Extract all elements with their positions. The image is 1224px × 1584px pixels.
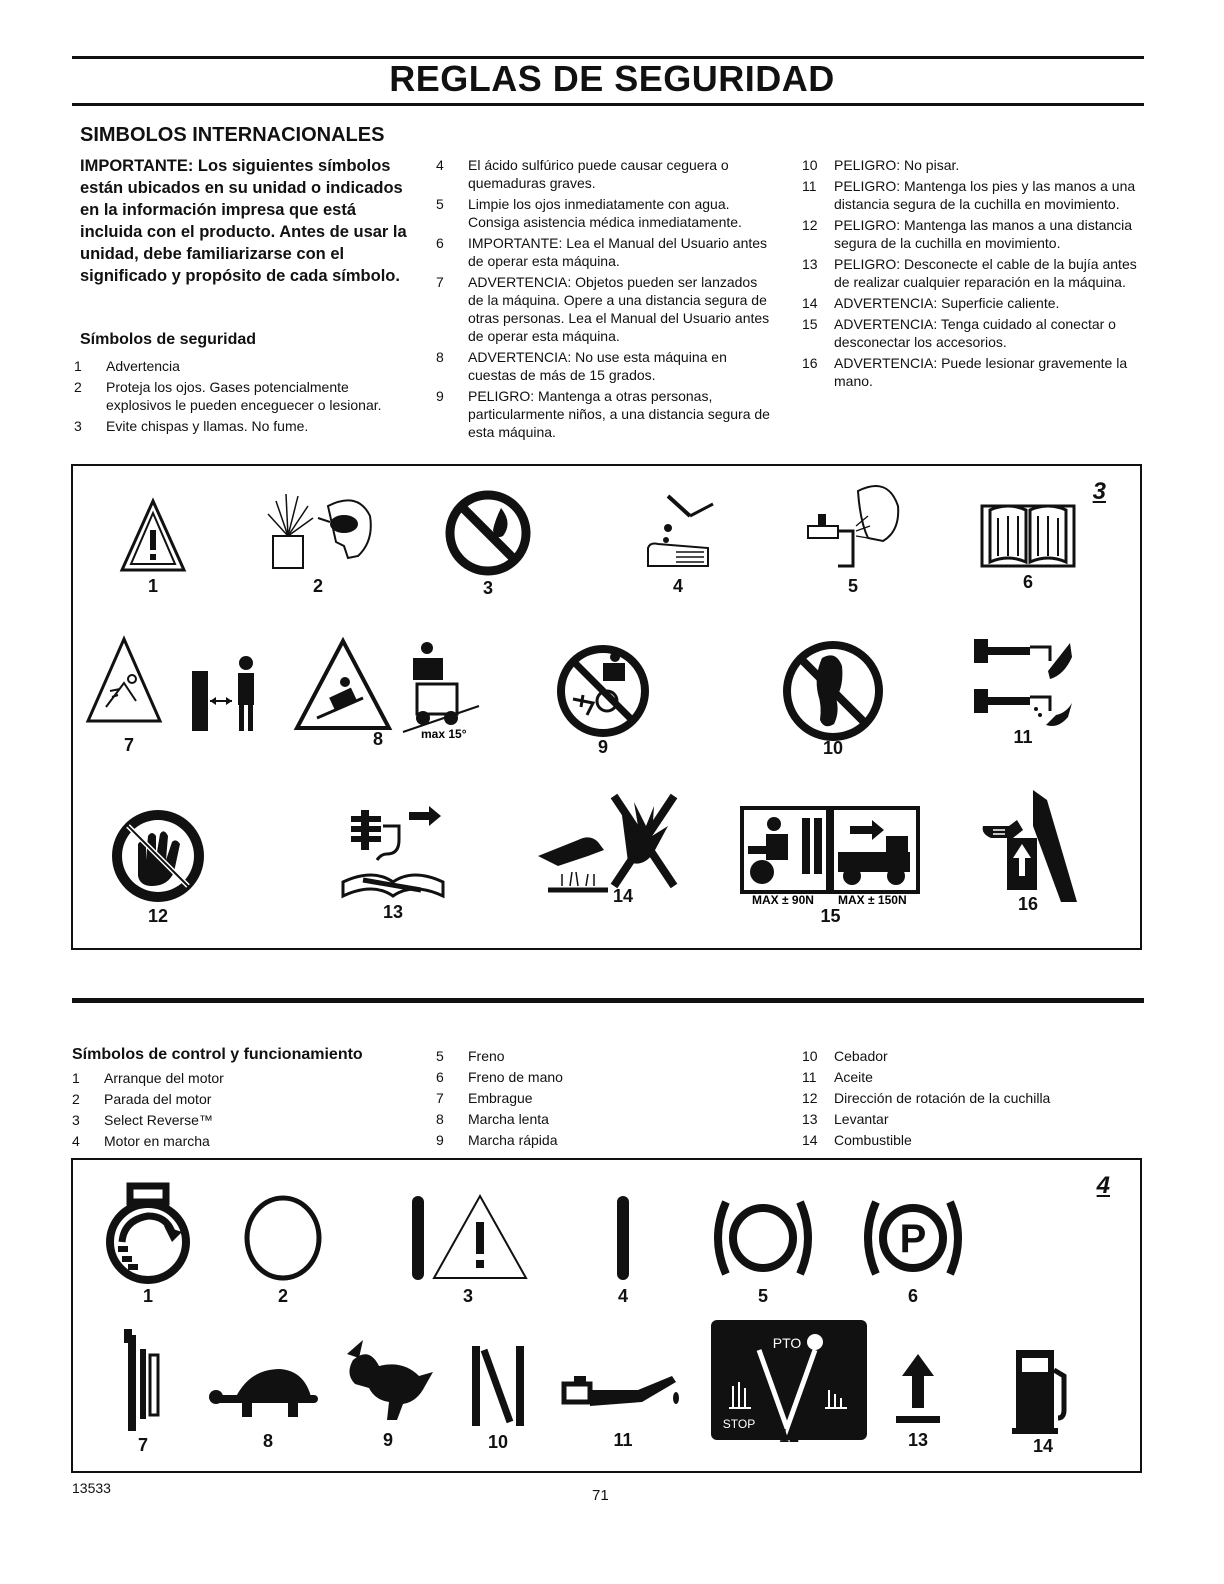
engine-run-icon: [603, 1190, 643, 1286]
slope-warning-icon: [293, 636, 483, 741]
blade-feet-hands-icon: [968, 631, 1078, 741]
max-90n-label: MAX ± 90N: [751, 893, 814, 906]
slow-turtle-icon: [208, 1355, 328, 1431]
safety-symbol: 13: [328, 796, 458, 923]
list-item: 12 Dirección de rotación de la cuchilla: [802, 1090, 1051, 1106]
max-150n-label: MAX ± 150N: [837, 893, 907, 906]
safety-symbol: 3: [433, 488, 543, 599]
control-symbol: 2: [233, 1190, 333, 1307]
safety-symbol: 16: [968, 786, 1088, 915]
list-item: 1 Advertencia: [74, 358, 180, 374]
engine-stop-icon: [238, 1190, 328, 1286]
fast-rabbit-icon: [333, 1330, 443, 1430]
hand-crush-icon: [973, 786, 1083, 906]
eye-protection-explosion-icon: [258, 486, 378, 576]
safety-list-col1: [74, 357, 414, 438]
section-divider: [72, 998, 1144, 1003]
safety-symbol: 5: [793, 476, 913, 597]
safety-symbols-heading: Símbolos de seguridad: [80, 331, 257, 348]
list-item: 6 IMPORTANTE: Lea el Manual del Usuario antes de operar esta máquina.: [436, 235, 768, 269]
control-symbol: 13: [873, 1350, 963, 1451]
important-notice: IMPORTANTE: Los siguientes símbolos están ubicados en su unidad o indicados en la información impresa que está incluida con el producto. Antes de usar la unidad, debe familiarizarse con el significado y propósito de cada símbolo.: [80, 157, 407, 285]
figure-number: 3: [1092, 478, 1106, 505]
parking-p-label: P: [899, 1217, 927, 1261]
parking-brake-icon: [858, 1190, 968, 1286]
safety-symbol: 4: [623, 486, 733, 597]
warning-triangle-icon: [118, 496, 188, 576]
control-list-col2: [436, 1047, 766, 1152]
list-item: 2 Parada del motor: [72, 1091, 212, 1107]
control-symbol: 1: [93, 1182, 203, 1307]
page-number: 71: [592, 1487, 609, 1504]
list-item: 7 ADVERTENCIA: Objetos pueden ser lanzados de la máquina. Opere a una distancia segura de otras personas. Lea el Manual del Usuario antes de operar esta máquina.: [436, 274, 770, 344]
control-symbol: 10: [458, 1340, 538, 1453]
list-item: 14 Combustible: [802, 1132, 912, 1148]
slope-max-label: max 15°: [421, 727, 467, 741]
control-symbol: 14: [998, 1340, 1088, 1457]
keep-children-away-icon: [553, 641, 653, 741]
no-step-icon: [778, 636, 888, 746]
list-item: 3 Evite chispas y llamas. No fume.: [74, 418, 309, 434]
control-symbols-figure: [71, 1158, 1142, 1473]
control-symbol: P 6: [853, 1190, 973, 1307]
oil-can-icon: [558, 1350, 688, 1430]
page-title: REGLAS DE SEGURIDAD: [389, 58, 835, 99]
list-item: 5 Freno: [436, 1048, 505, 1064]
safety-symbol: 2: [253, 486, 383, 597]
list-item: 5 Limpie los ojos inmediatamente con agua. Consiga asistencia médica inmediatamente.: [436, 196, 742, 230]
list-item: 7 Embrague: [436, 1090, 533, 1106]
control-list-col3: [802, 1047, 1144, 1152]
document-code: 13533: [72, 1480, 111, 1496]
list-item: 15 ADVERTENCIA: Tenga cuidado al conectar o desconectar los accesorios.: [802, 316, 1116, 350]
control-symbol: PTO STOP 12: [709, 1320, 869, 1447]
select-reverse-icon: [398, 1190, 538, 1286]
eye-wash-icon: [798, 476, 908, 576]
list-item: 8 Marcha lenta: [436, 1111, 549, 1127]
control-symbols-heading: Símbolos de control y funcionamiento: [72, 1046, 363, 1063]
control-symbol: 3: [393, 1190, 543, 1307]
control-symbol: 9: [328, 1330, 448, 1451]
list-item: 6 Freno de mano: [436, 1069, 563, 1085]
list-item: 1 Arranque del motor: [72, 1070, 224, 1086]
list-item: 2 Proteja los ojos. Gases potencialmente explosivos le pueden enceguecer o lesionar.: [74, 379, 382, 413]
safety-symbol: max 15° 8: [288, 636, 488, 750]
control-symbol: 4: [583, 1190, 663, 1307]
safety-symbols-figure: [71, 464, 1142, 950]
control-symbol: 8: [203, 1355, 333, 1452]
fuel-pump-icon: [1008, 1340, 1078, 1436]
safety-symbol: 14: [523, 786, 683, 907]
lift-arrow-icon: [888, 1350, 948, 1430]
list-item: 16 ADVERTENCIA: Puede lesionar gravemente la mano.: [802, 355, 1128, 389]
list-item: 12 PELIGRO: Mantenga las manos a una distancia segura de la cuchilla en movimiento.: [802, 217, 1133, 251]
safety-list-col3: [802, 156, 1144, 393]
safety-symbol: 11: [963, 631, 1083, 748]
choke-icon: [468, 1340, 528, 1432]
list-item: 10 PELIGRO: No pisar.: [802, 157, 960, 173]
no-hands-blade-icon: [108, 806, 208, 906]
list-item: 13 PELIGRO: Desconecte el cable de la bujía antes de realizar cualquier reparación en la máquina.: [802, 256, 1137, 290]
list-item: 14 ADVERTENCIA: Superficie caliente.: [802, 295, 1060, 311]
engine-start-icon: [98, 1182, 198, 1286]
list-item: 8 ADVERTENCIA: No use esta máquina en cuestas de más de 15 grados.: [436, 349, 727, 383]
no-flame-icon: [443, 488, 533, 578]
clutch-icon: [118, 1325, 168, 1435]
safety-symbol: 6: [973, 496, 1083, 593]
pto-label: PTO: [772, 1335, 802, 1351]
control-symbol: 5: [703, 1190, 823, 1307]
brake-icon: [708, 1190, 818, 1286]
list-item: 10 Cebador: [802, 1048, 888, 1064]
read-manual-icon: [978, 496, 1078, 572]
acid-burn-icon: [628, 486, 728, 576]
list-item: 4 El ácido sulfúrico puede causar ceguera o quemaduras graves.: [436, 157, 729, 191]
control-symbol: 11: [553, 1350, 693, 1451]
safety-symbol: 1: [103, 496, 203, 597]
list-item: 11 Aceite: [802, 1069, 873, 1085]
control-symbol: 7: [103, 1325, 183, 1456]
title-underline: [72, 103, 1144, 106]
thrown-objects-icon: [84, 631, 284, 741]
list-item: 13 Levantar: [802, 1111, 889, 1127]
disconnect-spark-plug-icon: [333, 796, 453, 906]
list-item: 3 Select Reverse™: [72, 1112, 213, 1128]
safety-symbol: 12: [103, 806, 213, 927]
safety-symbol: 7: [79, 631, 289, 756]
safety-list-col2: [436, 156, 776, 444]
stop-label: STOP: [722, 1417, 756, 1431]
list-item: 4 Motor en marcha: [72, 1133, 210, 1149]
safety-symbol: 10: [773, 636, 893, 759]
figure-number: 4: [1096, 1172, 1110, 1199]
safety-symbol: 9: [543, 641, 663, 758]
section-heading: SIMBOLOS INTERNACIONALES: [80, 124, 385, 146]
list-item: 11 PELIGRO: Mantenga los pies y las manos a una distancia segura de la cuchilla en movimiento.: [802, 178, 1136, 212]
attachment-caution-icon: [740, 806, 922, 906]
list-item: 9 Marcha rápida: [436, 1132, 558, 1148]
list-item: 9 PELIGRO: Mantenga a otras personas, particularmente niños, a una distancia segura de esta máquina.: [436, 388, 770, 440]
control-list-col1: [72, 1069, 402, 1153]
safety-symbol: MAX ± 90N MAX ± 150N 15: [738, 806, 923, 927]
